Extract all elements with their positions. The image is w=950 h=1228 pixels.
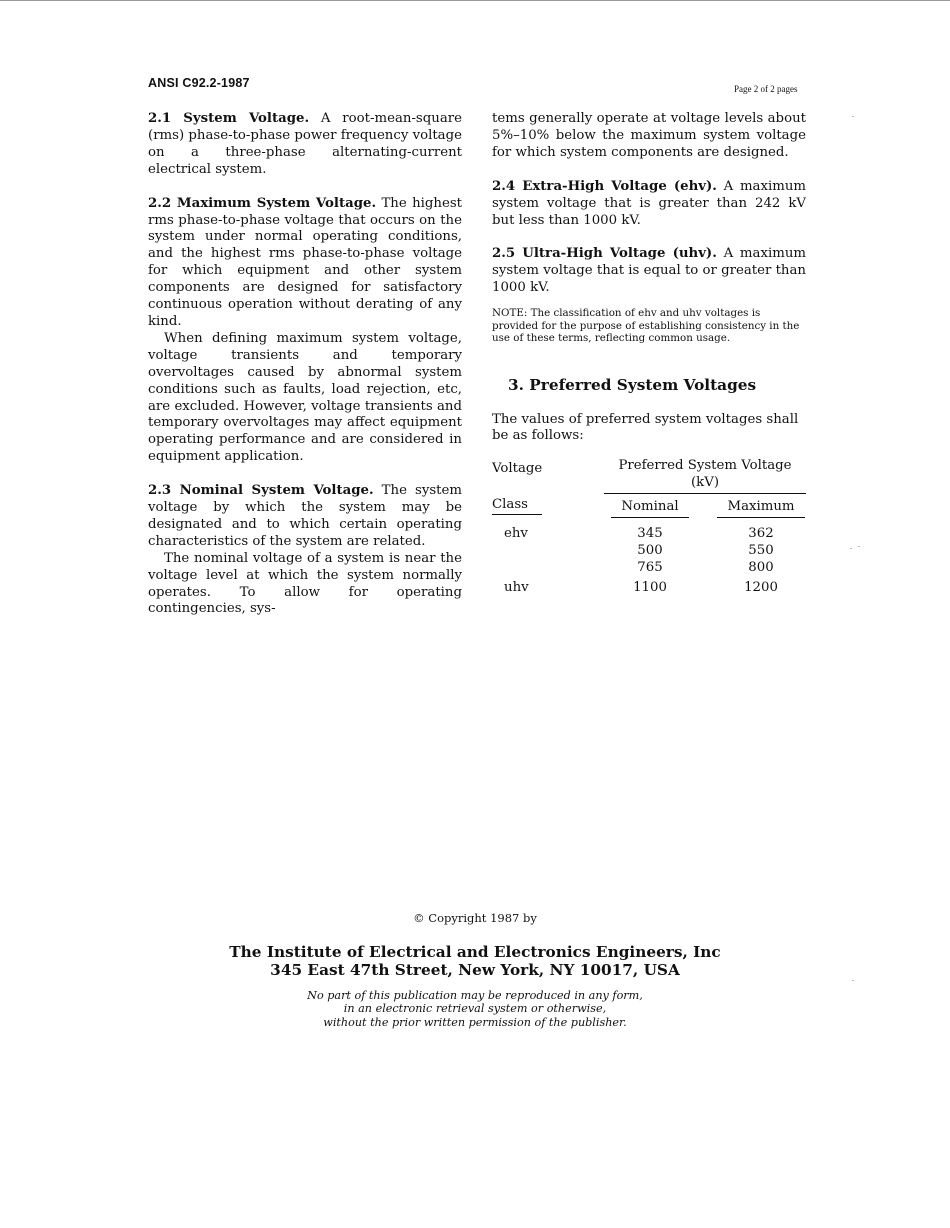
group-header-cell bbox=[598, 458, 806, 494]
page-top-border bbox=[0, 0, 950, 1]
section-2-5-heading: 2.5 Ultra-High Voltage (uhv). bbox=[492, 246, 717, 262]
group-header: Preferred System Voltage (kV) bbox=[604, 458, 806, 494]
class-header-line2: Class bbox=[492, 497, 542, 515]
section-2-2 bbox=[148, 196, 462, 331]
section-2-1-text: A root-mean-square (rms) phase-to-phase power frequency voltage on a three-phase alternating-current electrical system. bbox=[148, 111, 462, 177]
nominal-header-cell bbox=[598, 494, 702, 518]
class-header-line1: Voltage bbox=[492, 461, 543, 477]
section-2-1 bbox=[148, 111, 462, 179]
legal-line-2: in an electronic retrieval system or otherwise, bbox=[343, 1002, 607, 1016]
section-2-3-paragraph-2: The nominal voltage of a system is near the voltage level at which the system normally operates. To allow for operating contingencies, sys- bbox=[148, 550, 462, 617]
section-3-title: 3. Preferred System Voltages bbox=[508, 375, 757, 394]
row-class bbox=[492, 560, 598, 577]
section-2-3-heading: 2.3 Nominal System Voltage. bbox=[148, 483, 374, 499]
table-row bbox=[492, 518, 806, 543]
row-nominal: 500 bbox=[637, 543, 663, 559]
table-row bbox=[492, 577, 806, 597]
row-maximum: 550 bbox=[748, 543, 774, 559]
section-2-3-text: The system voltage by which the system may be designated and to which certain operating characteristics of the system are related. bbox=[148, 483, 462, 549]
section-2-3 bbox=[148, 483, 462, 551]
row-maximum: 800 bbox=[748, 560, 774, 576]
row-nominal: 765 bbox=[637, 560, 663, 576]
section-2-2-text: The highest rms phase-to-phase voltage that occurs on the system under normal operating conditions, and the highest rms phase-to-phase voltage for which equipment and other system components are designed for satisfactory continuous operation without derating of any kind. bbox=[148, 195, 462, 329]
row-nominal: 345 bbox=[637, 526, 663, 542]
scan-speck bbox=[852, 116, 854, 117]
legal-line-3: without the prior written permission of the publisher. bbox=[323, 1015, 627, 1029]
scan-speck bbox=[850, 548, 852, 549]
row-class: uhv bbox=[504, 580, 529, 596]
section-2-4-heading: 2.4 Extra-High Voltage (ehv). bbox=[492, 178, 717, 194]
institute-address: 345 East 47th Street, New York, NY 10017, USA bbox=[270, 961, 680, 979]
scan-speck bbox=[858, 546, 860, 547]
table-row bbox=[492, 543, 806, 560]
table-row bbox=[492, 560, 806, 577]
section-3-intro: The values of preferred system voltages shall be as follows: bbox=[492, 411, 799, 444]
row-class: ehv bbox=[504, 526, 528, 542]
section-2-3-continued: tems generally operate at voltage levels about 5%–10% below the maximum system voltage for which system components are designed. bbox=[492, 111, 806, 160]
section-2-5-text: A maximum system voltage that is equal to or greater than 1000 kV. bbox=[492, 246, 806, 296]
document-id: ANSI C92.2-1987 bbox=[148, 76, 250, 90]
section-2-4-text: A maximum system voltage that is greater than 242 kV but less than 1000 kV. bbox=[492, 178, 807, 228]
section-2-4 bbox=[492, 179, 806, 230]
scan-speck bbox=[852, 980, 854, 981]
row-maximum: 362 bbox=[748, 526, 774, 542]
legal-line-1: No part of this publication may be reproduced in any form, bbox=[307, 989, 643, 1002]
table-header-row-1 bbox=[492, 458, 806, 494]
table-header-row-2 bbox=[492, 494, 806, 518]
institute-name: The Institute of Electrical and Electronics Engineers, Inc bbox=[229, 943, 721, 961]
left-column bbox=[148, 111, 462, 618]
voltage-table bbox=[492, 458, 806, 597]
maximum-header: Maximum bbox=[717, 499, 804, 518]
section-2-5 bbox=[492, 246, 806, 297]
section-2-2-heading: 2.2 Maximum System Voltage. bbox=[148, 195, 377, 211]
copyright-line: © Copyright 1987 by bbox=[413, 911, 537, 925]
row-maximum: 1200 bbox=[744, 580, 778, 596]
page-label: Page 2 of 2 pages bbox=[734, 84, 798, 94]
right-column bbox=[492, 111, 806, 597]
nominal-header: Nominal bbox=[611, 499, 688, 518]
maximum-header-cell bbox=[702, 494, 806, 518]
section-2-1-heading: 2.1 System Voltage. bbox=[148, 111, 310, 126]
section-2-2-paragraph-2: When defining maximum system voltage, voltage transients and temporary overvoltages caused by abnormal system conditions such as faults, load rejection, etc, are excluded. However, voltage transients and temporary overvoltages may affect equipment operating performance and are considered in equipment application. bbox=[148, 330, 462, 465]
row-class bbox=[492, 543, 598, 560]
legal-notice bbox=[0, 989, 950, 1029]
row-nominal: 1100 bbox=[633, 580, 667, 596]
publisher-block bbox=[0, 943, 950, 979]
class-header-cell bbox=[492, 494, 598, 518]
note: NOTE: The classification of ehv and uhv voltages is provided for the purpose of establishing consistency in the use of these terms, reflecting common usage. bbox=[492, 307, 800, 345]
